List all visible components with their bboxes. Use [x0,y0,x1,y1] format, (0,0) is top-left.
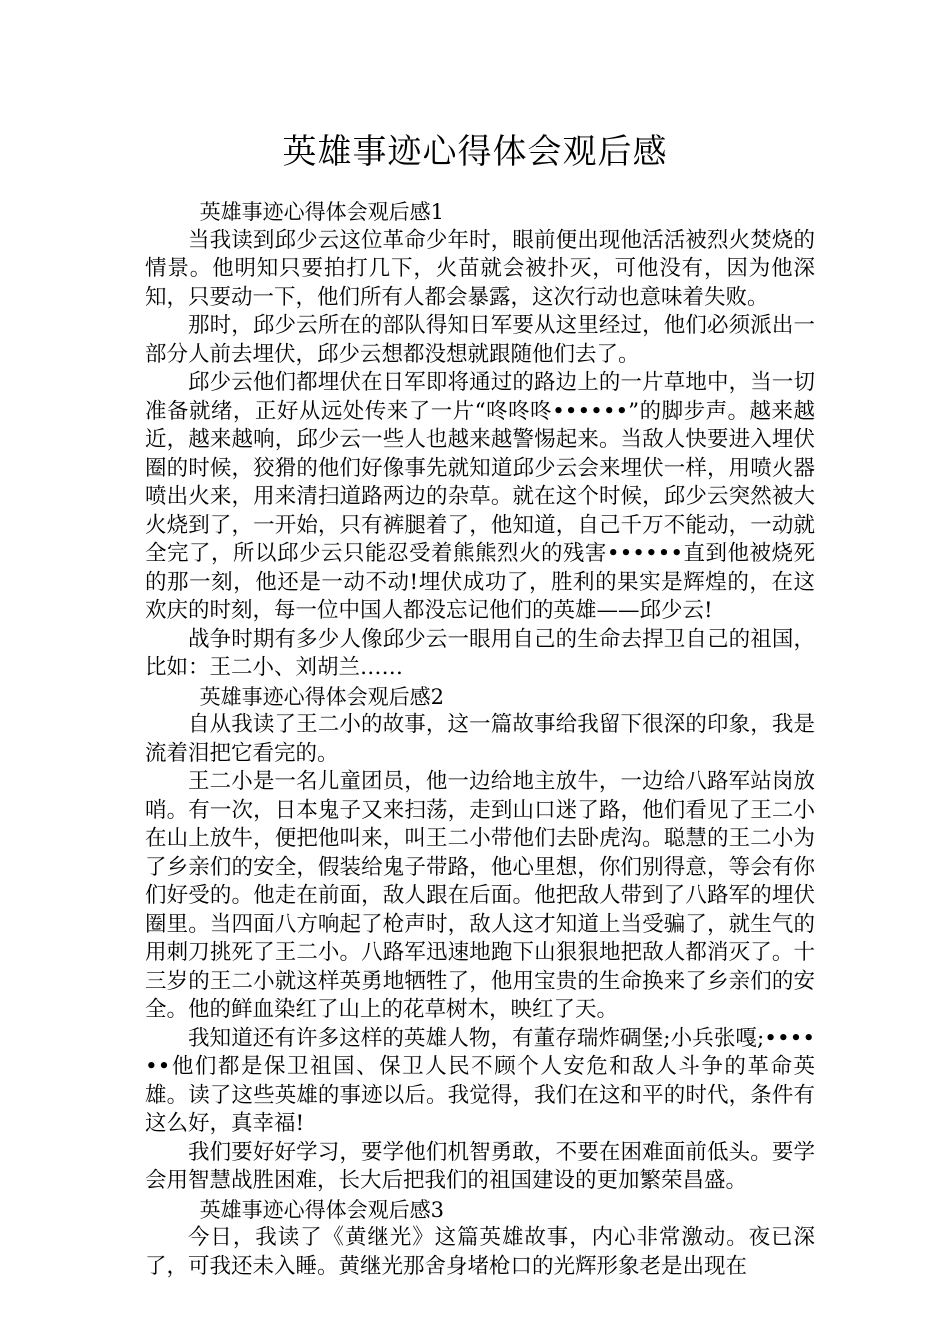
section-heading-3: 英雄事迹心得体会观后感3 [199,1197,444,1222]
paragraph: 我知道还有许多这样的英雄人物，有董存瑞炸碉堡;小兵张嘎;••••••他们都是保卫祖国、保卫人民不顾个人安危和敌人斗争的革命英雄。读了这些英雄的事迹以后。我觉得，我们在这和平的时代，条件有这么好，真幸福! [145,1025,815,1136]
paragraph: 当我读到邱少云这位革命少年时，眼前便出现他活活被烈火焚烧的情景。他明知只要拍打几下，火苗就会被扑灭，可他没有，因为他深知，只要动一下，他们所有人都会暴露，这次行动也意味着失败。 [145,227,815,310]
document-body [145,198,815,1281]
section-heading-1: 英雄事迹心得体会观后感1 [199,200,444,224]
paragraph: 自从我读了王二小的故事，这一篇故事给我留下很深的印象，我是流着泪把它看完的。 [145,712,815,766]
paragraph: 我们要好好学习，要学他们机智勇敢，不要在困难面前低头。要学会用智慧战胜困难，长大后把我们的祖国建设的更加繁荣昌盛。 [145,1139,815,1193]
section-heading-2: 英雄事迹心得体会观后感2 [199,684,444,709]
paragraph: 王二小是一名儿童团员，他一边给地主放牛，一边给八路军站岗放哨。有一次，日本鬼子又来扫荡，走到山口迷了路，他们看见了王二小在山上放牛，便把他叫来，叫王二小带他们去卧虎沟。聪慧的王二小为了乡亲们的安全，假装给鬼子带路，他心里想，你们别得意，等会有你们好受的。他走在前面，敌人跟在后面。他把敌人带到了八路军的埋伏圈里。当四面八方响起了枪声时，敌人这才知道上当受骗了，就生气的用刺刀挑死了王二小。八路军迅速地跑下山狠狠地把敌人都消灭了。十三岁的王二小就这样英勇地牺牲了，他用宝贵的生命换来了乡亲们的安全。他的鲜血染红了山上的花草树木，映红了天。 [145,769,815,1022]
paragraph: 战争时期有多少人像邱少云一眼用自己的生命去捍卫自己的祖国，比如：王二小、刘胡兰…… [145,626,815,680]
paragraph: 邱少云他们都埋伏在日军即将通过的路边上的一片草地中，当一切准备就绪，正好从远处传来了一片“咚咚咚••••••”的脚步声。越来越近，越来越响，邱少云一些人也越来越警惕起来。当敌人快要进入埋伏圈的时候，狡猾的他们好像事先就知道邱少云会来埋伏一样，用喷火器喷出火来，用来清扫道路两边的杂草。就在这个时候，邱少云突然被大火烧到了，一开始，只有裤腿着了，他知道，自己千万不能动，一动就全完了，所以邱少云只能忍受着熊熊烈火的残害••••••直到他被烧死的那一刻，他还是一动不动!埋伏成功了，胜利的果实是辉煌的，在这欢庆的时刻，每一位中国人都没忘记他们的英雄——邱少云! [145,370,815,623]
paragraph: 今日，我读了《黄继光》这篇英雄故事，内心非常激动。夜已深了，可我还未入睡。黄继光那舍身堵枪口的光辉形象老是出现在 [145,1225,815,1279]
paragraph: 那时，邱少云所在的部队得知日军要从这里经过，他们必须派出一部分人前去埋伏，邱少云想都没想就跟随他们去了。 [145,313,815,367]
page-title: 英雄事迹心得体会观后感 [282,132,668,172]
